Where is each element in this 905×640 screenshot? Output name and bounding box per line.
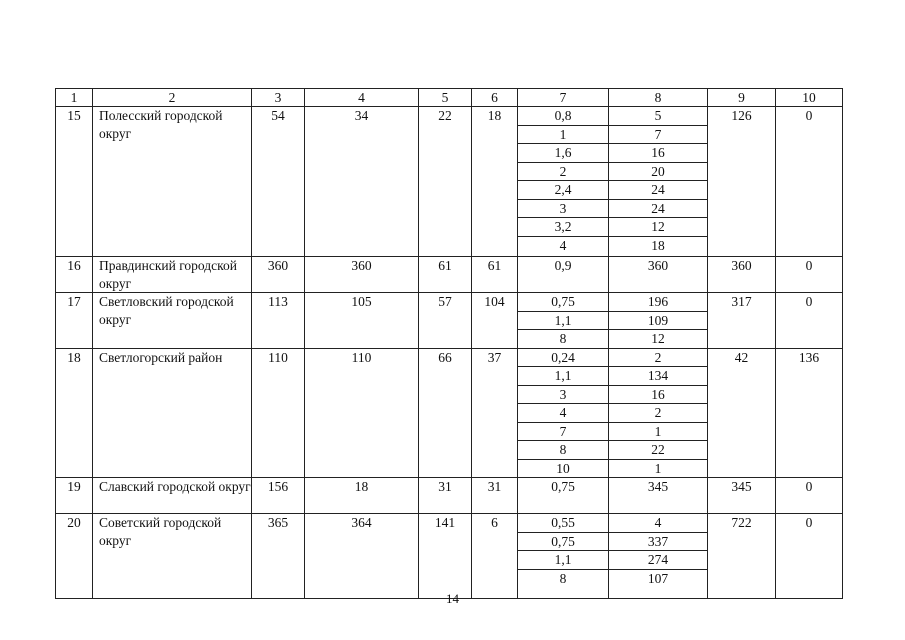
sub-value: 3,2: [518, 218, 608, 237]
col8-cell: [609, 293, 708, 349]
column-header: 10: [776, 89, 843, 107]
column-header: 2: [93, 89, 252, 107]
sub-value: 1: [609, 422, 707, 441]
sub-value: 0,9: [554, 258, 572, 273]
col10-cell: [776, 257, 843, 293]
col3-cell-text: 156: [267, 479, 289, 494]
sub-value: 4: [559, 237, 567, 253]
col10-cell: [776, 293, 843, 349]
col4-cell: [305, 107, 419, 257]
sub-value: 274: [609, 551, 707, 570]
col10-cell-text: 0: [805, 108, 813, 123]
col10-cell-text: 136: [798, 349, 820, 365]
column-header: 1: [56, 89, 93, 107]
sub-value: 0,55: [518, 514, 608, 532]
sub-value: 7: [518, 422, 608, 441]
col5-cell-text: 66: [438, 349, 452, 365]
sub-value: 2: [609, 349, 707, 367]
sub-value: 134: [609, 367, 707, 386]
col6-cell-text: 31: [487, 479, 502, 494]
row-number-cell-text: 17: [67, 294, 81, 309]
district-name-cell: [93, 514, 252, 599]
col9-cell-text: 126: [731, 108, 752, 123]
page-number: 14: [446, 591, 459, 606]
sub-list: [609, 478, 707, 496]
col10-cell: [776, 348, 843, 478]
column-header: 5: [419, 89, 472, 107]
sub-value: 0,75: [518, 293, 608, 311]
sub-value: 22: [609, 441, 707, 460]
sub-value: 1: [654, 460, 662, 476]
sub-value: 337: [609, 532, 707, 551]
sub-value: 0,75: [518, 532, 608, 551]
col9-cell: [708, 348, 776, 478]
col10-cell-text: 0: [805, 294, 813, 309]
table-row: [56, 348, 843, 478]
col8-cell: [609, 257, 708, 293]
column-header: 9: [708, 89, 776, 107]
col9-cell-text: 360: [731, 258, 752, 273]
row-number-cell: [56, 478, 93, 514]
col10-cell: [776, 107, 843, 257]
sub-value: 109: [609, 311, 707, 330]
col5-cell: [419, 348, 472, 478]
col9-cell: [708, 107, 776, 257]
col7-cell: [518, 107, 609, 257]
col3-cell-text: 54: [271, 108, 285, 123]
sub-value: 24: [609, 199, 707, 218]
sub-value: 0,24: [518, 349, 608, 367]
sub-value: 8: [518, 441, 608, 460]
sub-value: 5: [609, 107, 707, 125]
col5-cell: [419, 514, 472, 599]
col5-cell-text: 61: [438, 258, 452, 273]
col3-cell: [252, 514, 305, 599]
sub-list: [609, 293, 707, 348]
col6-cell: [472, 348, 518, 478]
district-name-cell: [93, 478, 252, 514]
col3-cell-text: 110: [268, 349, 288, 365]
col3-cell: [252, 478, 305, 514]
col9-cell: [708, 293, 776, 349]
sub-value: 12: [609, 218, 707, 237]
col5-cell: [419, 107, 472, 257]
table-row: [56, 514, 843, 599]
col7-cell: [518, 348, 609, 478]
col5-cell-text: 22: [438, 108, 452, 123]
col4-cell: [305, 257, 419, 293]
col3-cell-text: 113: [268, 294, 288, 309]
district-name-cell: [93, 348, 252, 478]
sub-value: 1: [518, 125, 608, 144]
column-header: 3: [252, 89, 305, 107]
sub-value: 360: [647, 258, 669, 273]
district-name-cell-text: Светловский городской округ: [99, 294, 234, 327]
sub-value: 16: [609, 144, 707, 163]
col4-cell-text: 34: [354, 108, 369, 123]
sub-list: [518, 478, 608, 496]
sub-value: 0,8: [518, 107, 608, 125]
col4-cell-text: 360: [351, 258, 372, 273]
col3-cell: [252, 107, 305, 257]
col4-cell-text: 18: [354, 479, 369, 494]
col4-cell: [305, 348, 419, 478]
district-name-cell: [93, 293, 252, 349]
col5-cell-text: 31: [438, 479, 452, 494]
sub-list: [609, 349, 707, 478]
col9-cell-text: 345: [731, 479, 752, 494]
row-number-cell-text: 20: [67, 515, 81, 530]
col5-cell: [419, 293, 472, 349]
col4-cell-text: 105: [351, 294, 372, 309]
table-row: [56, 257, 843, 293]
col6-cell: [472, 514, 518, 599]
sub-value: 24: [609, 181, 707, 200]
district-name-cell: [93, 257, 252, 293]
col3-cell-text: 365: [267, 515, 289, 530]
sub-list: [518, 257, 608, 275]
sub-value: 2: [518, 162, 608, 181]
row-number-cell: [56, 514, 93, 599]
row-number-cell: [56, 293, 93, 349]
district-name-cell: [93, 107, 252, 257]
col6-cell: [472, 257, 518, 293]
col7-cell: [518, 293, 609, 349]
sub-value: 3: [518, 199, 608, 218]
sub-value: 12: [651, 331, 665, 346]
sub-value: 2: [609, 404, 707, 423]
row-number-cell-text: 16: [67, 258, 81, 273]
col7-cell: [518, 514, 609, 599]
sub-value: 8: [559, 331, 567, 346]
table-row: [56, 293, 843, 349]
sub-value: 8: [559, 570, 567, 586]
district-name-cell-text: Славский городской округ: [99, 479, 251, 494]
sub-list: [609, 107, 707, 254]
col6-cell-text: 18: [487, 108, 502, 123]
col6-cell: [472, 293, 518, 349]
table-row: [56, 107, 843, 257]
sub-value: 10: [556, 460, 570, 476]
sub-list: [518, 293, 608, 348]
row-number-cell: [56, 107, 93, 257]
col5-cell-text: 57: [438, 294, 452, 309]
table-row: [56, 478, 843, 514]
sub-value: 4: [609, 514, 707, 532]
col8-cell: [609, 107, 708, 257]
sub-value: 18: [651, 237, 665, 253]
district-name-cell-text: Полесский городской округ: [99, 108, 223, 141]
sub-value: 1,1: [518, 551, 608, 570]
col10-cell: [776, 514, 843, 599]
sub-value: 0,75: [551, 479, 575, 494]
col9-cell-text: 722: [731, 515, 752, 530]
row-number-cell-text: 19: [67, 479, 81, 494]
sub-list: [518, 514, 608, 587]
col3-cell: [252, 293, 305, 349]
sub-value: 3: [518, 385, 608, 404]
col9-cell-text: 317: [731, 294, 752, 309]
sub-value: 4: [518, 404, 608, 423]
col6-cell: [472, 107, 518, 257]
col6-cell-text: 6: [491, 515, 498, 530]
column-header: 8: [609, 89, 708, 107]
column-header: 7: [518, 89, 609, 107]
sub-value: 2,4: [518, 181, 608, 200]
row-number-cell-text: 18: [67, 349, 81, 365]
col8-cell: [609, 514, 708, 599]
col10-cell-text: 0: [805, 479, 813, 494]
col3-cell: [252, 348, 305, 478]
col8-cell: [609, 478, 708, 514]
sub-value: 345: [647, 479, 669, 494]
col10-cell: [776, 478, 843, 514]
district-name-cell-text: Светлогорский район: [99, 349, 223, 365]
col6-cell-text: 37: [487, 349, 502, 365]
sub-list: [518, 349, 608, 478]
col6-cell-text: 104: [484, 294, 505, 309]
header-row: [56, 89, 843, 107]
sub-value: 196: [609, 293, 707, 311]
district-name-cell-text: Правдинский городской округ: [99, 258, 237, 291]
column-header: 6: [472, 89, 518, 107]
col10-cell-text: 0: [805, 258, 813, 273]
col4-cell: [305, 514, 419, 599]
column-header: 4: [305, 89, 419, 107]
col7-cell: [518, 257, 609, 293]
row-number-cell: [56, 257, 93, 293]
sub-value: 16: [609, 385, 707, 404]
col10-cell-text: 0: [805, 515, 813, 530]
col3-cell: [252, 257, 305, 293]
district-name-cell-text: Советский городской округ: [99, 515, 222, 548]
col6-cell-text: 61: [487, 258, 502, 273]
sub-list: [609, 257, 707, 275]
col4-cell-text: 110: [351, 349, 372, 365]
sub-value: 107: [647, 570, 669, 586]
col9-cell: [708, 257, 776, 293]
sub-value: 20: [609, 162, 707, 181]
col6-cell: [472, 478, 518, 514]
col7-cell: [518, 478, 609, 514]
sub-value: 1,6: [518, 144, 608, 163]
col3-cell-text: 360: [267, 258, 289, 273]
col9-cell: [708, 514, 776, 599]
data-table: [55, 88, 843, 599]
col5-cell: [419, 257, 472, 293]
sub-value: 1,1: [518, 311, 608, 330]
col9-cell: [708, 478, 776, 514]
col4-cell-text: 364: [351, 515, 372, 530]
col5-cell: [419, 478, 472, 514]
sub-value: 7: [609, 125, 707, 144]
sub-value: 1,1: [518, 367, 608, 386]
col9-cell-text: 42: [734, 349, 749, 365]
sub-list: [609, 514, 707, 587]
col4-cell: [305, 293, 419, 349]
col4-cell: [305, 478, 419, 514]
col8-cell: [609, 348, 708, 478]
row-number-cell-text: 15: [67, 108, 81, 123]
sub-list: [518, 107, 608, 254]
row-number-cell: [56, 348, 93, 478]
col5-cell-text: 141: [434, 515, 456, 530]
